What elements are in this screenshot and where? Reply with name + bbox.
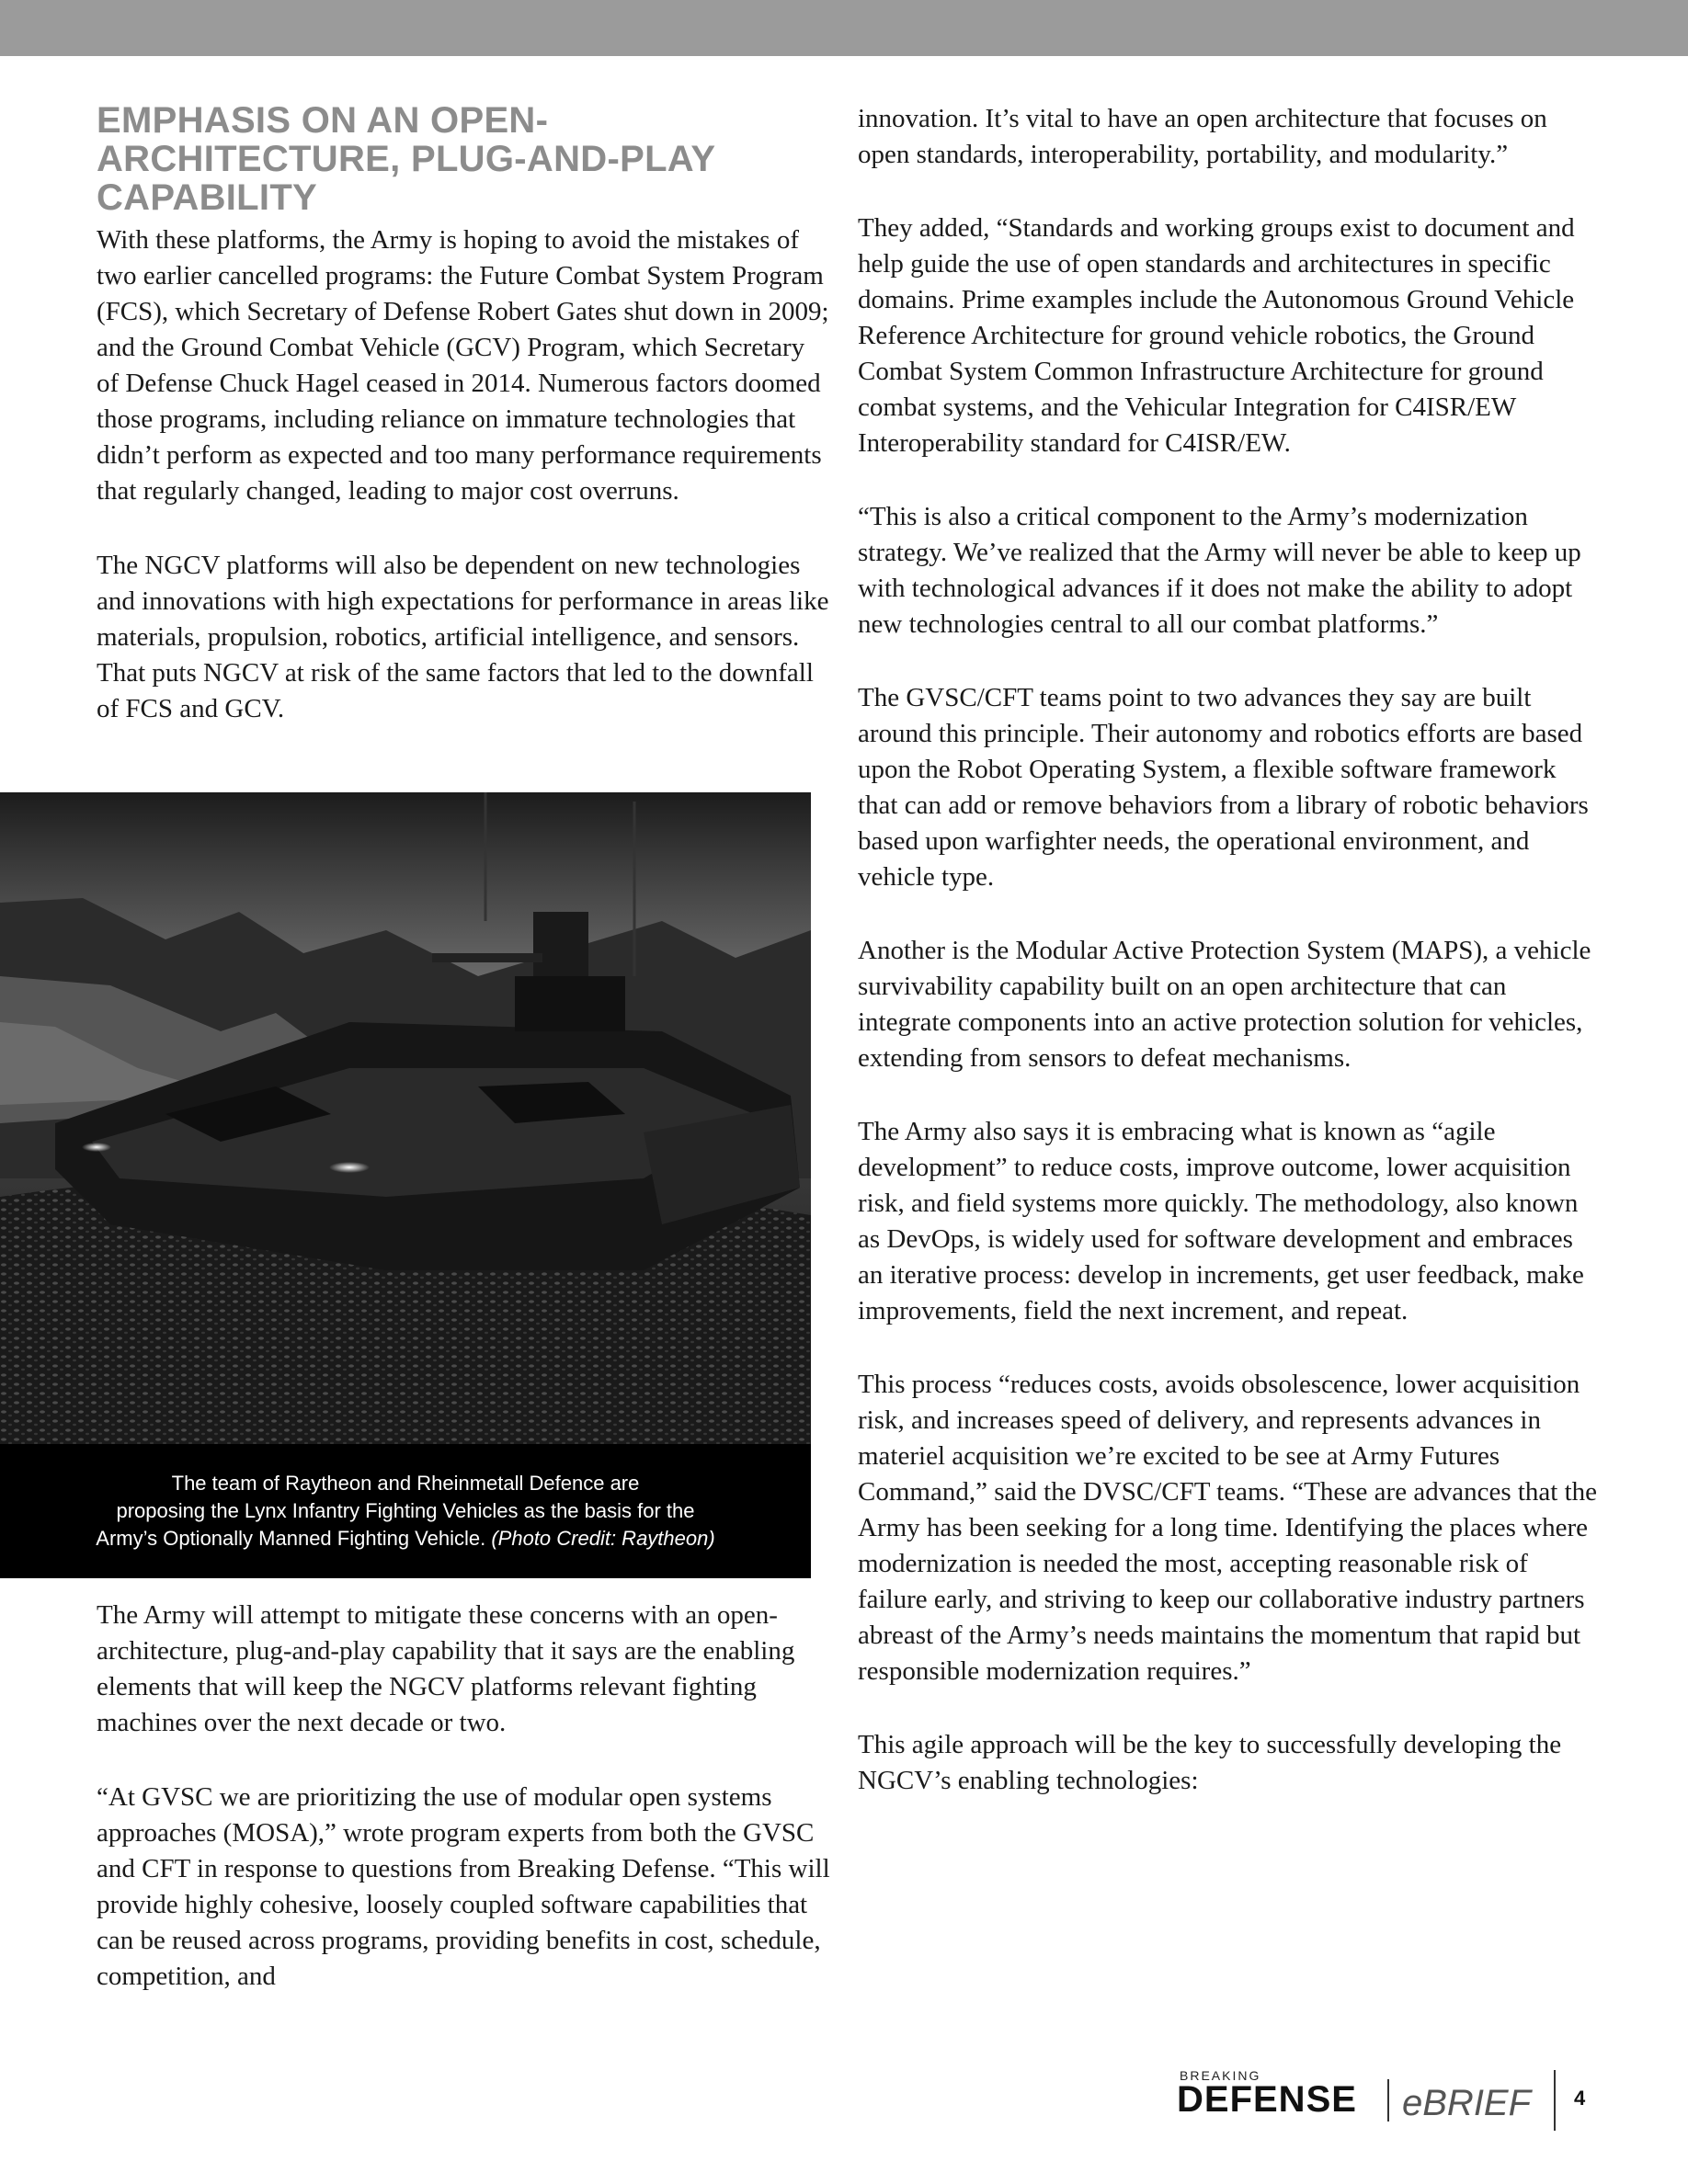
left-column-top — [97, 101, 832, 766]
paragraph: With these platforms, the Army is hoping to avoid the mistakes of two earlier cancelled programs: the Future Combat System Program (FCS), which Secretary of Defense Robert Gates shut down in 2009; and the Ground Combat Vehicle (GCV) Program, which Secretary of Defense Chuck Hagel ceased in 2014. Numerous factors doomed those programs, including reliance on immature technologies that didn’t perform as expected and too many performance requirements that regularly changed, leading to major cost overruns. — [97, 225, 829, 506]
ebrief-label: eBRIEF — [1402, 2083, 1532, 2123]
paragraph: The Army will attempt to mitigate these concerns with an open-architecture, plug-and-play capability that it says are the enabling elements that will keep the NGCV platforms relevant fighting machines over the next decade or two. — [97, 1600, 795, 1737]
paragraph: They added, “Standards and working groups exist to document and help guide the use of open standards and architectures in specific domains. Prime examples include the Autonomous Ground Vehicle Reference Architecture for ground vehicle robotics, the Ground Combat System Common Infrastructure Architecture for ground combat systems, and the Vehicular Integration for C4ISR/EW Interoperability standard for C4ISR/EW. — [858, 213, 1575, 458]
paragraph: This agile approach will be the key to successfully developing the NGCV’s enabling technologies: — [858, 1730, 1562, 1795]
paragraph: “At GVSC we are prioritizing the use of modular open systems approaches (MOSA),” wrote program experts from both the GVSC and CFT in response to questions from Breaking Defense. “This will provide highly cohesive, loosely coupled software capabilities that can be reused across programs, providing benefits in cost, schedule, competition, and — [97, 1782, 830, 1991]
photo-credit: (Photo Credit: Raytheon) — [491, 1527, 715, 1550]
paragraph: The Army also says it is embracing what is known as “agile development” to reduce costs, improve outcome, lower acquisition risk, and field systems more quickly. The methodology, also known as DevOps, is widely used for software development and embraces an iterative process: develop in increments, get user feedback, make improvements, field the next increment, and repeat. — [858, 1117, 1584, 1325]
page-number: 4 — [1574, 2087, 1586, 2110]
logo-divider — [1387, 2079, 1389, 2121]
photo-caption — [0, 1444, 811, 1578]
paragraph: Another is the Modular Active Protection System (MAPS), a vehicle survivability capability built on an open architecture that can integrate components into an active protection solution for vehicles, extending from sensors to defeat mechanisms. — [858, 936, 1591, 1073]
paragraph: The GVSC/CFT teams point to two advances they say are built around this principle. Their autonomy and robotics efforts are based upon the Robot Operating System, a flexible software framework that can add or remove behaviors from a library of robotic behaviors based upon warfighter needs, the operational environment, and vehicle type. — [858, 683, 1589, 892]
paragraph: innovation. It’s vital to have an open architecture that focuses on open standards, interoperability, portability, and modularity.” — [858, 104, 1547, 169]
caption-text: Army’s Optionally Manned Fighting Vehicle. — [96, 1527, 486, 1550]
page-footer — [1177, 2068, 1618, 2133]
caption-line: The team of Raytheon and Rheinmetall Defence are — [171, 1472, 640, 1495]
paragraph: “This is also a critical component to the Army’s modernization strategy. We’ve realized that the Army will never be able to keep up with technological advances if it does not make the ability to adopt new technologies central to all our combat platforms.” — [858, 502, 1581, 639]
section-heading: EMPHASIS ON AN OPEN-ARCHITECTURE, PLUG-AND-PLAY CAPABILITY — [97, 100, 715, 218]
paragraph: This process “reduces costs, avoids obsolescence, lower acquisition risk, and increases speed of delivery, and represents advances in materiel acquisition we’re excited to be see at Army Futures Command,” said the DVSC/CFT teams. “These are advances that the Army has been seeking for a long time. Identifying the places where modernization is needed the most, accepting reasonable risk of failure early, and striving to keep our collaborative industry partners abreast of the Army’s needs maintains the momentum that rapid but responsible modernization requires.” — [858, 1370, 1598, 1686]
footer-divider — [1554, 2070, 1556, 2131]
vehicle-photo — [0, 792, 811, 1578]
top-banner — [0, 0, 1688, 56]
right-column — [858, 101, 1598, 1837]
caption-line-3 — [96, 1525, 714, 1553]
caption-line: proposing the Lynx Infantry Fighting Vehicles as the basis for the — [116, 1499, 695, 1522]
paragraph: The NGCV platforms will also be dependent on new technologies and innovations with high expectations for performance in areas like materials, propulsion, robotics, artificial intelligence, and sensors. That puts NGCV at risk of the same factors that led to the downfall of FCS and GCV. — [97, 551, 829, 723]
left-column-bottom — [97, 1598, 832, 2033]
logo-breaking-text: BREAKING — [1180, 2068, 1261, 2083]
logo-defense-text: DEFENSE — [1177, 2079, 1357, 2120]
